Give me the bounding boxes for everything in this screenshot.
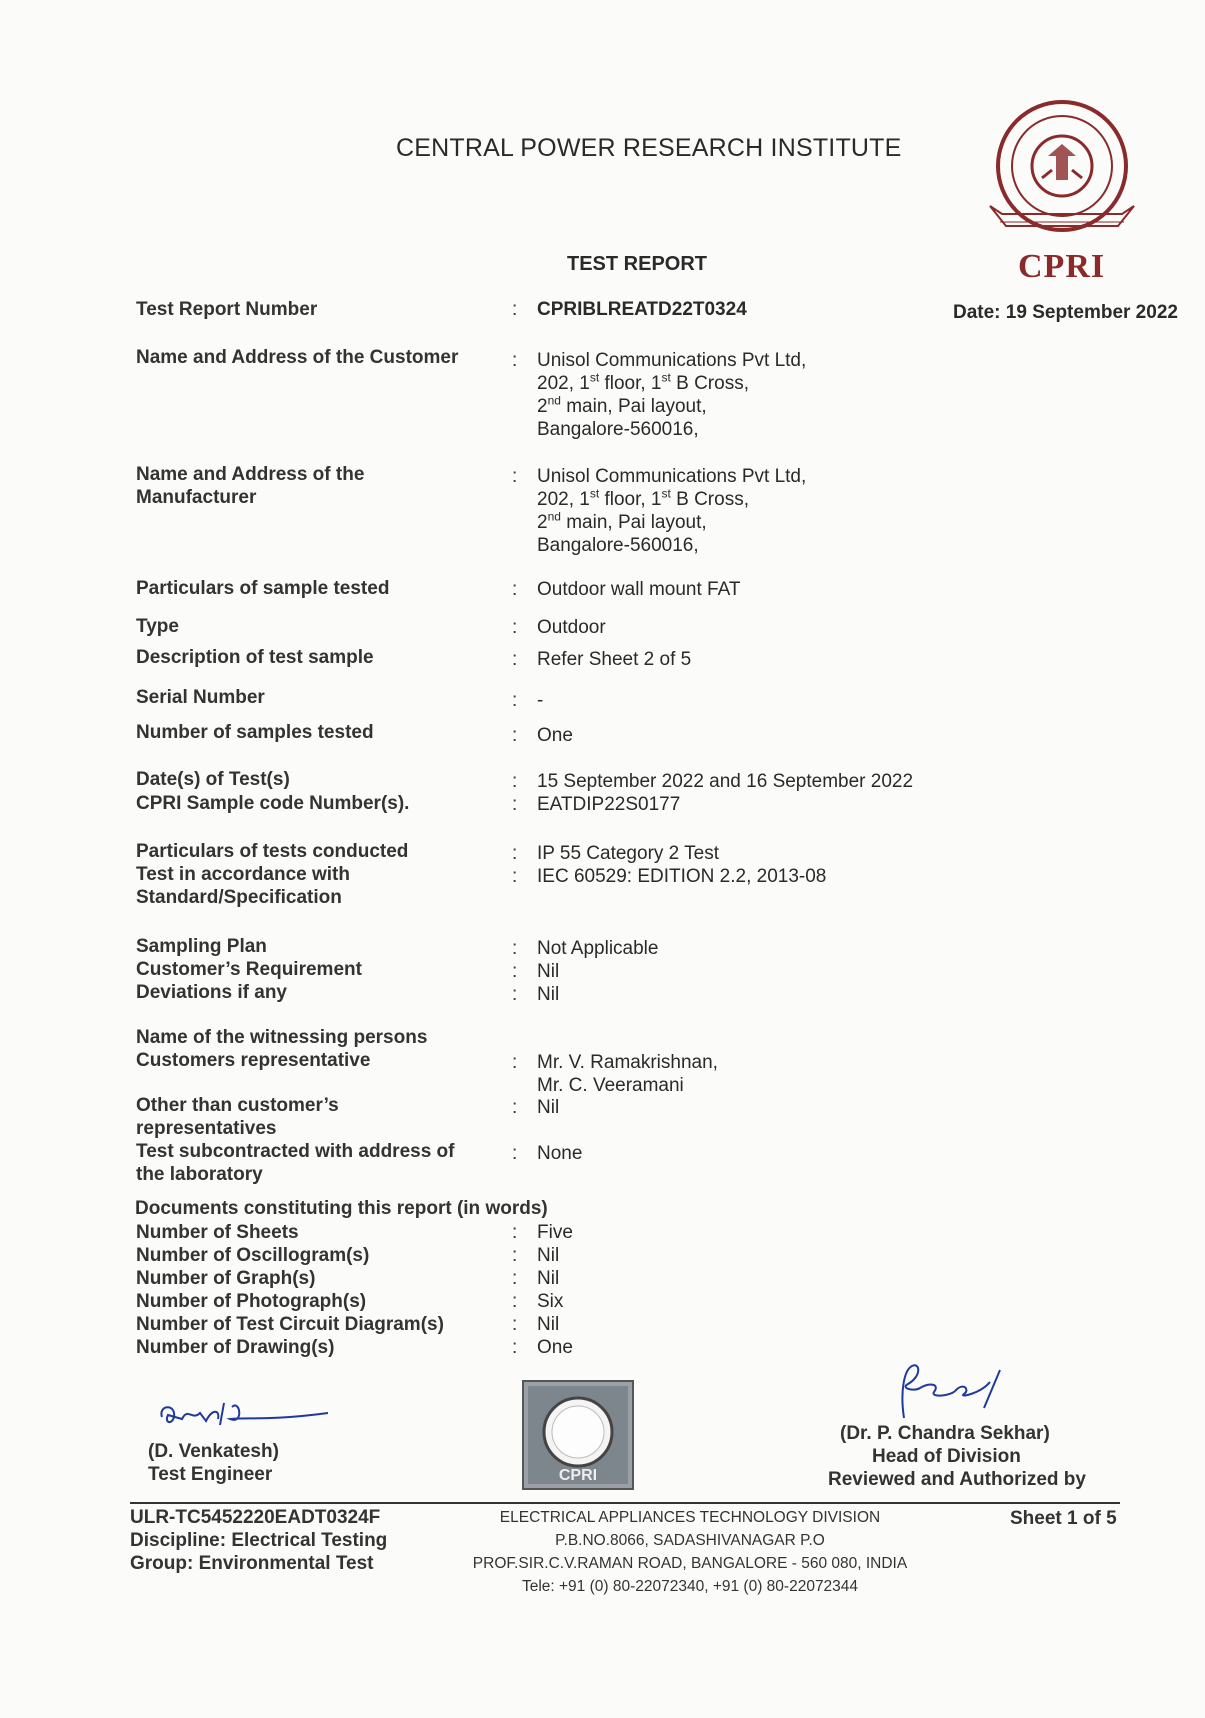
other-rep-label-1: Other than customer’s xyxy=(136,1095,339,1116)
other-rep-label-2: representatives xyxy=(136,1118,277,1139)
standard-label-1: Test in accordance with xyxy=(136,864,350,885)
cpri-hologram-seal xyxy=(522,1380,634,1490)
other-rep-label xyxy=(136,1094,496,1140)
manufacturer-line-4: Bangalore-560016, xyxy=(537,535,699,556)
document-count-value: One xyxy=(537,1337,573,1358)
colon: : xyxy=(512,466,518,487)
colon: : xyxy=(512,1097,518,1118)
sample-value: Outdoor wall mount FAT xyxy=(537,579,741,600)
num-samples-value: One xyxy=(537,725,573,746)
standard-label-2: Standard/Specification xyxy=(136,887,342,908)
num-samples-label: Number of samples tested xyxy=(136,722,374,743)
other-rep-value: Nil xyxy=(537,1097,560,1118)
sheet-number: Sheet 1 of 5 xyxy=(1010,1508,1117,1529)
serial-label: Serial Number xyxy=(136,687,265,708)
logo-text: CPRI xyxy=(1018,248,1106,285)
footer-divider xyxy=(130,1502,1120,1504)
report-date: Date: 19 September 2022 xyxy=(953,302,1178,323)
customer-address xyxy=(537,349,806,441)
document-count-label: Number of Graph(s) xyxy=(136,1268,316,1289)
deviations-value: Nil xyxy=(537,984,560,1005)
colon: : xyxy=(512,617,518,638)
colon: : xyxy=(512,1245,518,1266)
document-count-value: Nil xyxy=(537,1268,560,1289)
manufacturer-line-1: Unisol Communications Pvt Ltd, xyxy=(537,466,807,487)
description-value: Refer Sheet 2 of 5 xyxy=(537,649,692,670)
colon: : xyxy=(512,350,518,371)
document-count-value: Nil xyxy=(537,1314,560,1335)
cust-rep-2: Mr. C. Veeramani xyxy=(537,1075,684,1096)
colon: : xyxy=(512,1222,518,1243)
test-dates-value: 15 September 2022 and 16 September 2022 xyxy=(537,771,914,792)
type-label: Type xyxy=(136,616,179,637)
po-box: P.B.NO.8066, SADASHIVANAGAR P.O xyxy=(555,1532,825,1549)
colon: : xyxy=(512,1291,518,1312)
colon: : xyxy=(512,1143,518,1164)
sampling-plan-label: Sampling Plan xyxy=(136,936,267,957)
document-count-value: Five xyxy=(537,1222,573,1243)
footer-left-block xyxy=(130,1506,387,1575)
colon: : xyxy=(512,938,518,959)
head-name: (Dr. P. Chandra Sekhar) xyxy=(840,1423,1050,1444)
report-number-label: Test Report Number xyxy=(136,299,318,320)
sample-label: Particulars of sample tested xyxy=(136,578,390,599)
document-count-label: Number of Photograph(s) xyxy=(136,1291,367,1312)
colon: : xyxy=(512,690,518,711)
tests-conducted-label: Particulars of tests conducted xyxy=(136,841,409,862)
customer-line-2: 202, 1st floor, 1st B Cross, xyxy=(537,370,749,394)
colon: : xyxy=(512,961,518,982)
colon: : xyxy=(512,794,518,815)
documents-heading: Documents constituting this report (in words) xyxy=(135,1198,548,1219)
signature-scribble xyxy=(860,1362,1060,1422)
test-engineer-title: Test Engineer xyxy=(148,1464,273,1485)
subcontract-label-2: the laboratory xyxy=(136,1164,263,1185)
colon: : xyxy=(512,984,518,1005)
document-count-label: Number of Oscillogram(s) xyxy=(136,1245,370,1266)
manufacturer-label-1: Name and Address of the xyxy=(136,464,365,485)
telephone: Tele: +91 (0) 80-22072340, +91 (0) 80-22072344 xyxy=(521,1578,859,1595)
customer-line-4: Bangalore-560016, xyxy=(537,419,699,440)
test-engineer-name: (D. Venkatesh) xyxy=(148,1441,279,1462)
report-title: TEST REPORT xyxy=(567,253,708,275)
cust-rep-1: Mr. V. Ramakrishnan, xyxy=(537,1052,718,1073)
requirement-value: Nil xyxy=(537,961,560,982)
colon: : xyxy=(512,1052,518,1073)
road-address: PROF.SIR.C.V.RAMAN ROAD, BANGALORE - 560 080, INDIA xyxy=(472,1555,908,1572)
customer-line-3: 2nd main, Pai layout, xyxy=(537,393,707,417)
manufacturer-address xyxy=(537,465,806,557)
manufacturer-label xyxy=(136,463,496,509)
document-count-value: Six xyxy=(537,1291,564,1312)
colon: : xyxy=(512,1337,518,1358)
footer-address-block xyxy=(440,1506,940,1598)
group: Group: Environmental Test xyxy=(130,1553,374,1574)
document-count-label: Number of Drawing(s) xyxy=(136,1337,335,1358)
ulr-number: ULR-TC5452220EADT0324F xyxy=(130,1507,381,1528)
discipline: Discipline: Electrical Testing xyxy=(130,1530,388,1551)
sample-code-label: CPRI Sample code Number(s). xyxy=(136,793,410,814)
subcontract-label-1: Test subcontracted with address of xyxy=(136,1141,455,1162)
manufacturer-line-3: 2nd main, Pai layout, xyxy=(537,509,707,533)
standard-label xyxy=(136,863,496,909)
colon: : xyxy=(512,866,518,887)
deviations-label: Deviations if any xyxy=(136,982,287,1003)
requirement-label: Customer’s Requirement xyxy=(136,959,362,980)
cust-rep-label: Customers representative xyxy=(136,1050,371,1071)
manufacturer-label-2: Manufacturer xyxy=(136,487,257,508)
customer-label: Name and Address of the Customer xyxy=(136,347,459,368)
head-role: Reviewed and Authorized by xyxy=(828,1469,1086,1490)
standard-value: IEC 60529: EDITION 2.2, 2013-08 xyxy=(537,866,827,887)
colon: : xyxy=(512,1314,518,1335)
colon: : xyxy=(512,843,518,864)
document-count-value: Nil xyxy=(537,1245,560,1266)
type-value: Outdoor xyxy=(537,617,606,638)
sampling-plan-value: Not Applicable xyxy=(537,938,659,959)
test-dates-label: Date(s) of Test(s) xyxy=(136,769,290,790)
document-count-label: Number of Test Circuit Diagram(s) xyxy=(136,1314,444,1335)
colon: : xyxy=(512,299,518,320)
hologram-label: CPRI xyxy=(558,1467,598,1484)
manufacturer-line-2: 202, 1st floor, 1st B Cross, xyxy=(537,486,749,510)
division-name: ELECTRICAL APPLIANCES TECHNOLOGY DIVISION xyxy=(499,1509,881,1526)
serial-value: - xyxy=(537,690,544,711)
sample-code-value: EATDIP22S0177 xyxy=(537,794,681,815)
test-engineer-signature-block xyxy=(148,1395,348,1486)
subcontract-value: None xyxy=(537,1143,583,1164)
head-title: Head of Division xyxy=(872,1446,1021,1467)
report-number-value: CPRIBLREATD22T0324 xyxy=(537,299,747,320)
customer-line-1: Unisol Communications Pvt Ltd, xyxy=(537,350,807,371)
colon: : xyxy=(512,725,518,746)
institute-title: CENTRAL POWER RESEARCH INSTITUTE xyxy=(396,134,902,162)
colon: : xyxy=(512,771,518,792)
tests-conducted-value: IP 55 Category 2 Test xyxy=(537,843,720,864)
colon: : xyxy=(512,1268,518,1289)
colon: : xyxy=(512,579,518,600)
colon: : xyxy=(512,649,518,670)
cust-rep-value xyxy=(537,1051,718,1097)
description-label: Description of test sample xyxy=(136,647,374,668)
subcontract-label xyxy=(136,1140,516,1186)
witness-heading: Name of the witnessing persons xyxy=(136,1027,428,1048)
document-count-label: Number of Sheets xyxy=(136,1222,299,1243)
signature-scribble xyxy=(148,1395,338,1435)
